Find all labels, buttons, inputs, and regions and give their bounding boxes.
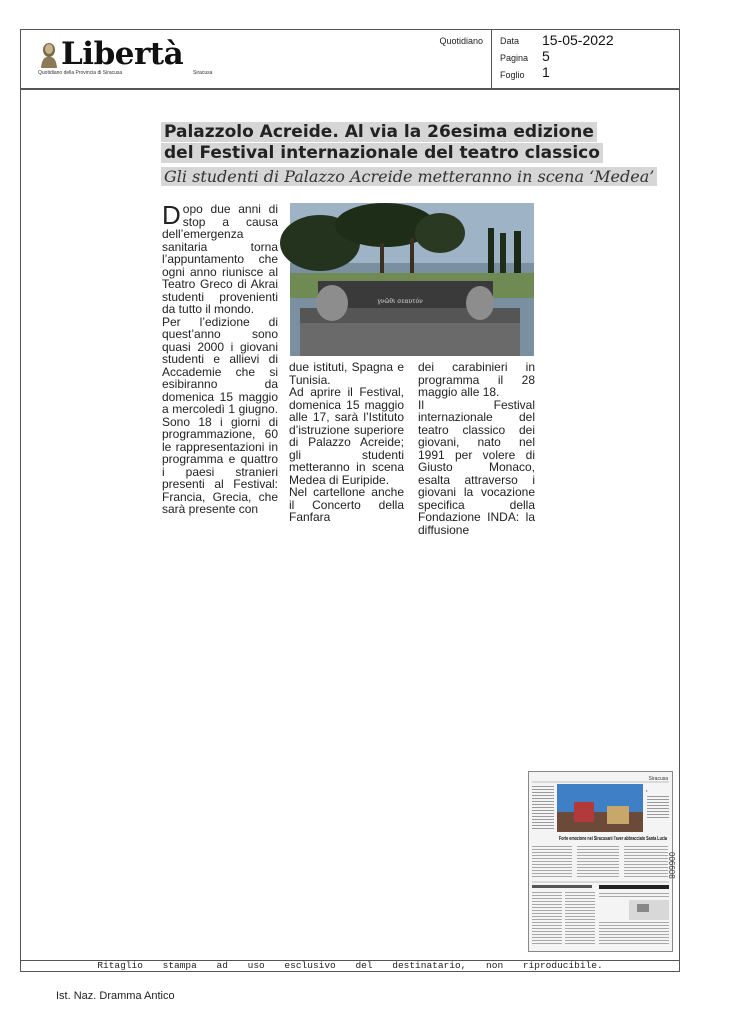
date-value: 15-05-2022 xyxy=(542,32,614,48)
date-label: Data xyxy=(500,36,520,46)
sheet-label: Foglio xyxy=(500,70,525,80)
masthead-tagline: Quotidiano della Provincia di Siracusa xyxy=(38,70,123,76)
thumbnail-headline: Forte emozione nei Siracusani l’aver abbracciato Santa Lucia xyxy=(559,836,668,842)
column-3-paragraph-2: Il Festival internazionale del teatro classico dei giovani, nato nel 1991 per volere di Giusto Monaco, esalta attraverso i giovani la vocazione specifica della Fondazione INDA: la diffusione xyxy=(418,397,535,537)
column-2-paragraph-1: due istituti, Spagna e Tunisia. xyxy=(289,360,404,387)
masthead-title: Libertà xyxy=(61,36,184,72)
copyright-notice: Ritaglio stampa ad uso esclusivo del destinatario, non riproducibile. xyxy=(20,960,680,972)
publication-type: Quotidiano xyxy=(439,36,483,46)
page-thumbnail xyxy=(528,771,673,952)
sheet-value: 1 xyxy=(542,64,550,80)
column-2-paragraph-2: Ad aprire il Festival, domenica 15 maggio alle 17, sarà l’Istituto d’istruzione superiore di Palazzo Acreide; gli studenti metteranno in scena Medea di Euripide. xyxy=(289,385,404,487)
masthead-city: Siracusa xyxy=(193,70,213,76)
article-column-2 xyxy=(289,361,404,524)
meta-panel xyxy=(491,30,680,88)
column-2-paragraph-3: Nel cartellone anche il Concerto della Fanfara xyxy=(289,485,404,524)
headline-line-2: del Festival internazionale del teatro classico xyxy=(161,143,603,163)
thumbnail-page-label: Siracusa xyxy=(648,776,668,782)
article-subheadline: Gli studenti di Palazzo Acreide metteranno in scena ‘Medea’ xyxy=(161,167,657,186)
drop-cap: D xyxy=(162,200,181,230)
thumbnail-layout xyxy=(529,772,672,951)
page-value: 5 xyxy=(542,48,550,64)
publisher-name: Ist. Naz. Dramma Antico xyxy=(56,990,175,1002)
clipping-header xyxy=(20,29,680,89)
clipping-code: 006608 xyxy=(667,852,676,879)
stone-inscription: γνῶθι σεαυτόν xyxy=(377,298,423,305)
article-column-3 xyxy=(418,361,535,536)
column-1-paragraph-1: opo due anni di stop a causa dell’emergenza sanitaria torna l’appuntamento che ogni anno riunisce al Teatro Greco di Akrai studenti provenienti da tutto il mondo. xyxy=(162,202,278,316)
column-3-paragraph-1: dei carabinieri in programma il 28 maggio alle 18. xyxy=(418,360,535,399)
article-headline xyxy=(161,122,603,164)
page-label: Pagina xyxy=(500,53,529,63)
masthead-area xyxy=(21,30,489,88)
theatre-photo xyxy=(290,203,534,356)
headline-line-1: Palazzolo Acreide. Al via la 26esima edizione xyxy=(161,122,597,142)
column-1-paragraph-2: Per l’edizione di quest’anno sono quasi 2000 i giovani studenti e allievi di Accademie che si esibiranno da domenica 15 maggio a mercoledì 1 giugno. Sono 18 i giorni di programmazione, 60 le rappresentazioni in programma e quattro i paesi stranieri presenti al Festival: Francia, Grecia, che sarà presente con xyxy=(162,314,278,516)
svg-text:•: • xyxy=(646,788,648,793)
bust-logo-icon xyxy=(38,42,60,68)
article-column-1 xyxy=(162,200,278,516)
